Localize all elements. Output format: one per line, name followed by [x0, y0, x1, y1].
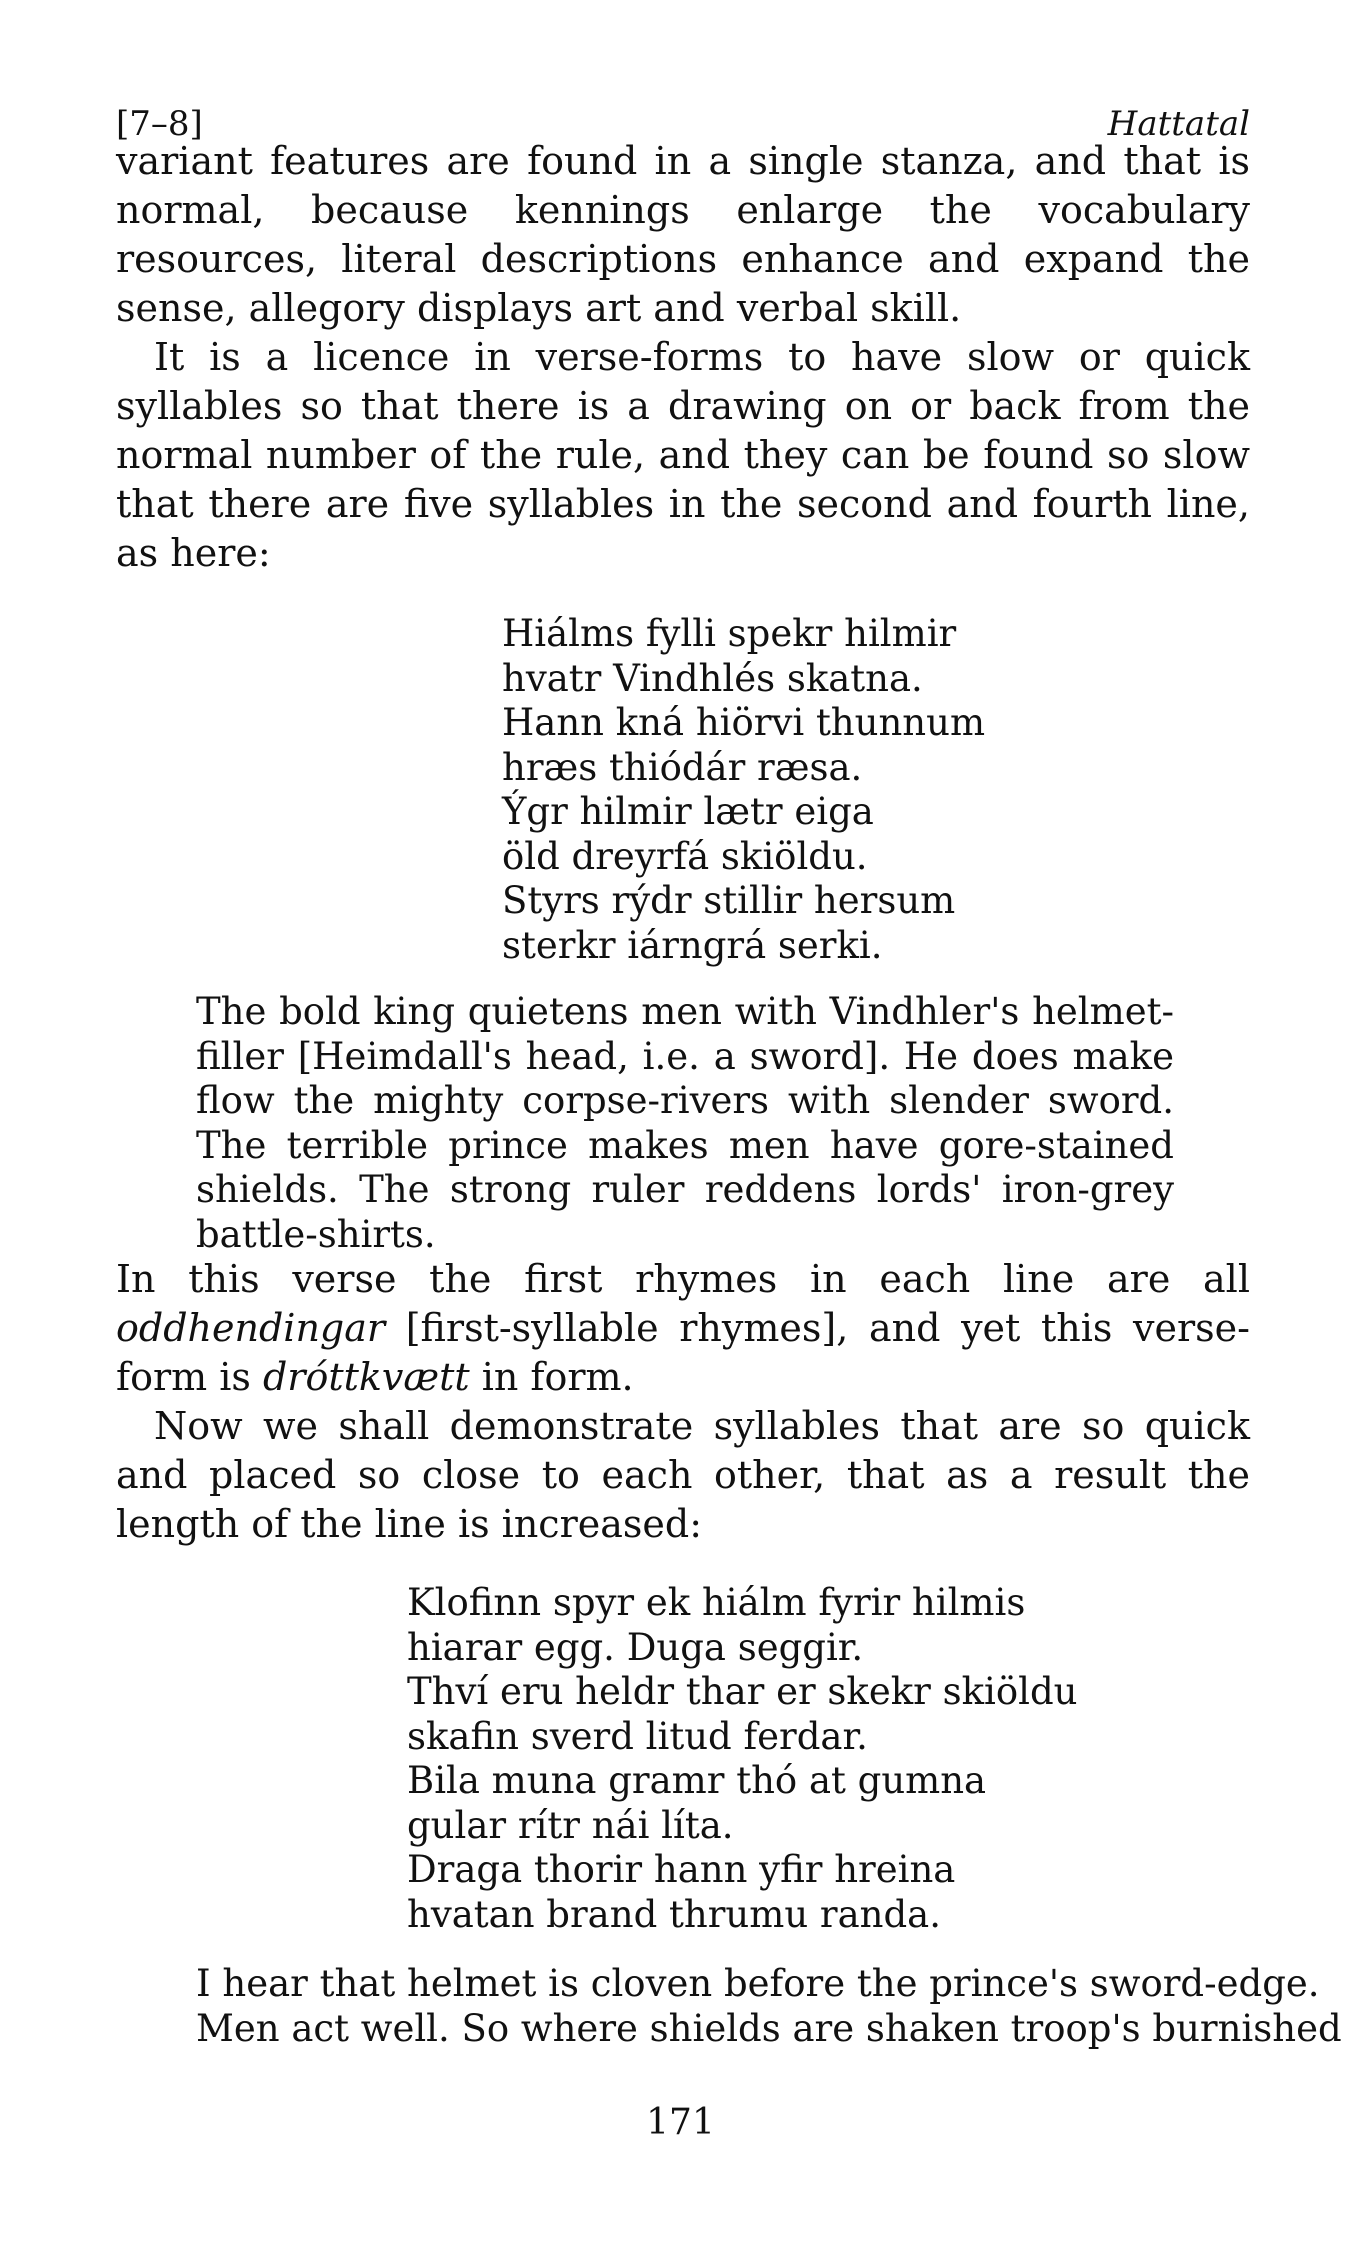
page-number: 171: [646, 2102, 715, 2143]
text-run: [first-syllable rhymes], and yet this verse-form is: [116, 1306, 1250, 1399]
prose-block-2: [116, 1255, 1250, 1549]
verse-line: skafin sverd litud ferdar.: [407, 1714, 868, 1758]
translation-text: The bold king quietens men with Vindhler's helmet-filler [Heimdall's head, i.e. a sword]. He does make flow the mighty corpse-rivers with slender sword. The terrible prince makes men have gore-stained shields. The strong ruler reddens lords' iron-grey battle-shirts.: [196, 990, 1174, 1256]
running-title: Hattatal: [1107, 104, 1250, 144]
verse-line: gular rítr nái líta.: [407, 1803, 734, 1847]
paragraph-quick-syllables: Now we shall demonstrate syllables that are so quick and placed so close to each other, that as a result the length of the line is increased:: [116, 1404, 1250, 1546]
verse-line: hvatr Vindhlés skatna.: [502, 656, 923, 700]
verse-line: Hiálms fylli spekr hilmir: [502, 612, 957, 655]
verse-line: hvatan brand thrumu randa.: [407, 1892, 941, 1936]
text-run: in form.: [469, 1355, 634, 1399]
verse-stanza-1: [502, 612, 985, 968]
translation-line: I hear that helmet is cloven before the prince's sword-edge.: [196, 1962, 1320, 2005]
translation-stanza-1: [196, 990, 1174, 1257]
term-oddhendingar: oddhendingar: [116, 1306, 386, 1350]
verse-line: hiarar egg. Duga seggir.: [407, 1625, 864, 1669]
paragraph-licence: It is a licence in verse-forms to have slow or quick syllables so that there is a drawing on or back from the normal number of the rule, and they can be found so slow that there are five syllables in the second and fourth line, as here:: [116, 335, 1250, 575]
verse-line: Draga thorir hann yfir hreina: [407, 1848, 956, 1891]
verse-line: hræs thiódár ræsa.: [502, 745, 863, 789]
verse-line: sterkr iárngrá serki.: [502, 923, 883, 967]
verse-line: öld dreyrfá skiöldu.: [502, 834, 868, 878]
verse-line: Bila muna gramr thó at gumna: [407, 1759, 987, 1802]
translation-line: Men act well. So where shields are shaken troop's burnished: [196, 2006, 1342, 2050]
section-number: [7–8]: [116, 104, 203, 144]
term-drottkvaett: dróttkvætt: [262, 1355, 470, 1399]
text-run: In this verse the first rhymes in each line are all: [116, 1257, 1250, 1301]
paragraph-oddhendingar: [116, 1255, 1250, 1402]
prose-block-1: [116, 137, 1250, 578]
verse-line: Ýgr hilmir lætr eiga: [502, 790, 874, 833]
verse-line: Hann kná hiörvi thunnum: [502, 701, 986, 744]
translation-stanza-2: [196, 1962, 1342, 2051]
verse-line: Thví eru heldr thar er skekr skiöldu: [407, 1670, 1078, 1713]
paragraph-continuation: variant features are found in a single stanza, and that is normal, because kennings enlarge the vocabulary resources, literal descriptions enhance and expand the sense, allegory displays art and verbal skill.: [116, 139, 1250, 330]
verse-stanza-2: [407, 1581, 1077, 1937]
verse-line: Klofinn spyr ek hiálm fyrir hilmis: [407, 1581, 1026, 1624]
verse-line: Styrs rýdr stillir hersum: [502, 879, 956, 922]
